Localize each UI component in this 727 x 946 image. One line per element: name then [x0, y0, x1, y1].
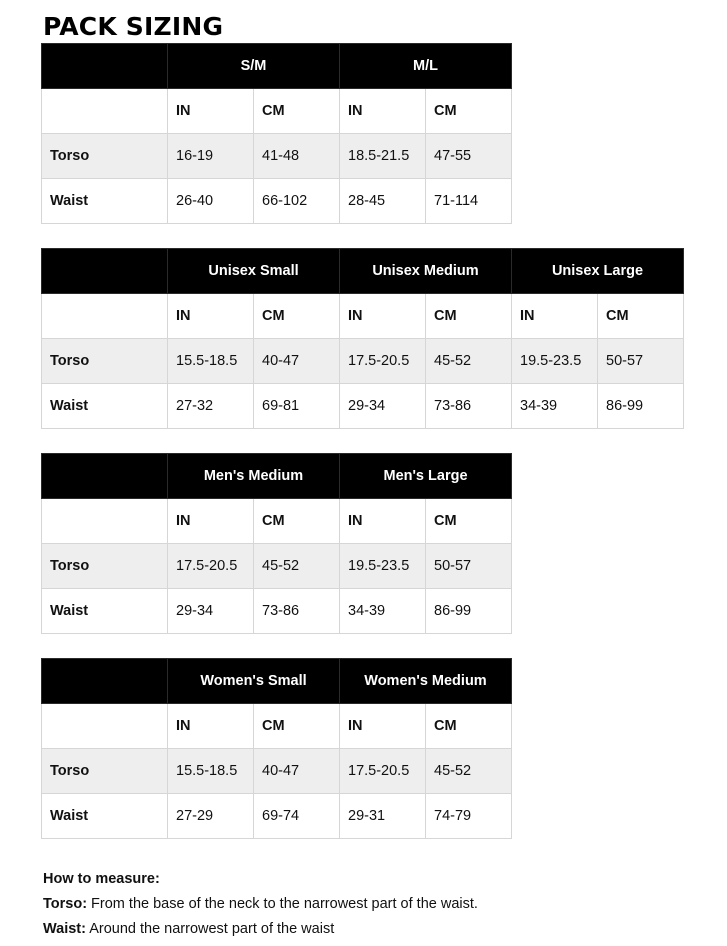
torso-label: Torso — [42, 134, 168, 179]
header-blank-cell — [42, 44, 168, 89]
waist-label: Waist — [42, 179, 168, 224]
unit-cm: CM — [254, 499, 340, 544]
unit-cm: CM — [426, 499, 512, 544]
unit-cm: CM — [598, 294, 684, 339]
size-header: Unisex Medium — [340, 249, 512, 294]
measure-waist-text: Around the narrowest part of the waist — [85, 921, 335, 937]
waist-row — [42, 589, 512, 634]
torso-label: Torso — [42, 339, 168, 384]
torso-row — [42, 544, 512, 589]
header-blank-cell — [42, 454, 168, 499]
size-header-row — [42, 249, 684, 294]
unit-in: IN — [340, 89, 426, 134]
waist-value: 29-34 — [340, 384, 426, 429]
torso-value: 18.5-21.5 — [340, 134, 426, 179]
page-title: PACK SIZING — [43, 12, 224, 41]
waist-value: 71-114 — [426, 179, 512, 224]
torso-value: 17.5-20.5 — [340, 339, 426, 384]
waist-value: 73-86 — [426, 384, 512, 429]
waist-label: Waist — [42, 384, 168, 429]
unit-in: IN — [340, 294, 426, 339]
waist-value: 86-99 — [426, 589, 512, 634]
unit-blank-cell — [42, 294, 168, 339]
waist-label: Waist — [42, 589, 168, 634]
torso-row — [42, 339, 684, 384]
measure-torso-text: From the base of the neck to the narrowest part of the waist. — [87, 896, 478, 912]
waist-value: 34-39 — [340, 589, 426, 634]
unit-cm: CM — [426, 704, 512, 749]
unit-row — [42, 294, 684, 339]
unit-in: IN — [168, 499, 254, 544]
torso-value: 15.5-18.5 — [168, 339, 254, 384]
size-table-unisex — [41, 248, 684, 429]
torso-value: 50-57 — [426, 544, 512, 589]
waist-value: 86-99 — [598, 384, 684, 429]
unit-blank-cell — [42, 704, 168, 749]
measure-torso — [43, 892, 478, 917]
unit-in: IN — [340, 704, 426, 749]
torso-value: 19.5-23.5 — [512, 339, 598, 384]
waist-value: 26-40 — [168, 179, 254, 224]
waist-value: 69-74 — [254, 794, 340, 839]
measure-heading: How to measure: — [43, 871, 160, 887]
unit-blank-cell — [42, 499, 168, 544]
waist-row — [42, 179, 512, 224]
unit-in: IN — [168, 704, 254, 749]
unit-in: IN — [340, 499, 426, 544]
torso-value: 50-57 — [598, 339, 684, 384]
waist-value: 74-79 — [426, 794, 512, 839]
unit-in: IN — [512, 294, 598, 339]
unit-cm: CM — [426, 294, 512, 339]
unit-blank-cell — [42, 89, 168, 134]
torso-value: 45-52 — [254, 544, 340, 589]
waist-value: 66-102 — [254, 179, 340, 224]
torso-value: 15.5-18.5 — [168, 749, 254, 794]
waist-label: Waist — [42, 794, 168, 839]
torso-row — [42, 749, 512, 794]
torso-value: 47-55 — [426, 134, 512, 179]
size-header: M/L — [340, 44, 512, 89]
measure-waist-label: Waist: — [43, 921, 86, 937]
waist-value: 34-39 — [512, 384, 598, 429]
size-table-mens — [41, 453, 512, 634]
torso-value: 41-48 — [254, 134, 340, 179]
measure-torso-label: Torso: — [43, 896, 88, 912]
unit-cm: CM — [254, 704, 340, 749]
unit-cm: CM — [426, 89, 512, 134]
torso-value: 17.5-20.5 — [168, 544, 254, 589]
torso-value: 45-52 — [426, 339, 512, 384]
size-header-row — [42, 454, 512, 499]
torso-value: 19.5-23.5 — [340, 544, 426, 589]
waist-value: 29-31 — [340, 794, 426, 839]
size-header: Women's Medium — [340, 659, 512, 704]
waist-row — [42, 384, 684, 429]
torso-label: Torso — [42, 749, 168, 794]
unit-cm: CM — [254, 89, 340, 134]
header-blank-cell — [42, 659, 168, 704]
header-blank-cell — [42, 249, 168, 294]
waist-value: 69-81 — [254, 384, 340, 429]
waist-value: 27-32 — [168, 384, 254, 429]
waist-value: 73-86 — [254, 589, 340, 634]
torso-value: 40-47 — [254, 339, 340, 384]
unit-row — [42, 89, 512, 134]
how-to-measure — [43, 867, 478, 942]
unit-in: IN — [168, 294, 254, 339]
size-header-row — [42, 659, 512, 704]
size-table-womens — [41, 658, 512, 839]
torso-value: 40-47 — [254, 749, 340, 794]
torso-value: 17.5-20.5 — [340, 749, 426, 794]
torso-value: 16-19 — [168, 134, 254, 179]
unit-cm: CM — [254, 294, 340, 339]
size-header: S/M — [168, 44, 340, 89]
measure-waist — [43, 917, 478, 942]
size-header: Women's Small — [168, 659, 340, 704]
size-header-row — [42, 44, 512, 89]
unit-row — [42, 704, 512, 749]
torso-row — [42, 134, 512, 179]
size-table-sm-ml — [41, 43, 512, 224]
waist-row — [42, 794, 512, 839]
size-header: Unisex Large — [512, 249, 684, 294]
waist-value: 27-29 — [168, 794, 254, 839]
waist-value: 28-45 — [340, 179, 426, 224]
waist-value: 29-34 — [168, 589, 254, 634]
torso-label: Torso — [42, 544, 168, 589]
size-header: Men's Large — [340, 454, 512, 499]
torso-value: 45-52 — [426, 749, 512, 794]
unit-row — [42, 499, 512, 544]
size-header: Men's Medium — [168, 454, 340, 499]
size-header: Unisex Small — [168, 249, 340, 294]
unit-in: IN — [168, 89, 254, 134]
